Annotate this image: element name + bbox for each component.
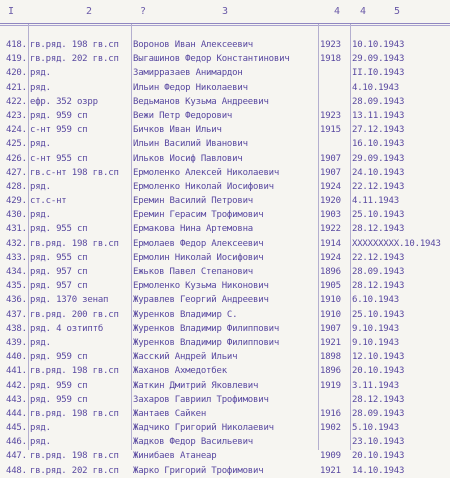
record-date: XXXXXXXXX.10.1943 [352, 238, 441, 249]
record-full-name: Ведьманов Кузьма Андреевич [133, 96, 269, 107]
record-row [0, 180, 450, 194]
record-date: 3.11.1943 [352, 380, 399, 391]
record-birth-year: 1921 [320, 465, 341, 476]
record-row [0, 421, 450, 435]
record-birth-year: 1903 [320, 210, 341, 221]
record-number: 426. [6, 153, 27, 164]
record-full-name: Ермоленко Алексей Николаевич [133, 167, 280, 178]
record-birth-year: 1918 [320, 54, 341, 65]
record-number: 436. [6, 295, 27, 306]
record-row [0, 350, 450, 364]
record-date: 13.11.1943 [352, 110, 405, 121]
record-date: II.I0.1943 [352, 68, 405, 79]
record-rank-unit: гв.ряд. 198 гв.сп [30, 451, 119, 462]
record-row [0, 393, 450, 407]
record-row [0, 137, 450, 151]
record-date: 24.10.1943 [352, 167, 405, 178]
record-date: 28.09.1943 [352, 96, 405, 107]
record-rank-unit: ряд. 955 сп [30, 224, 88, 235]
record-row [0, 449, 450, 463]
record-full-name: Ермоленко Кузьма Никонович [133, 281, 269, 292]
record-birth-year: 1910 [320, 295, 341, 306]
record-birth-year: 1923 [320, 110, 341, 121]
record-row [0, 308, 450, 322]
record-date: 28.12.1943 [352, 224, 405, 235]
record-birth-year: 1896 [320, 267, 341, 277]
record-date: 22.12.1943 [352, 252, 405, 263]
record-rank-unit: ряд. [30, 437, 51, 448]
record-row [0, 364, 450, 378]
record-date: 25.10.1943 [352, 309, 405, 320]
record-date: 28.09.1943 [352, 408, 405, 419]
record-row [0, 279, 450, 293]
record-date: 28.12.1943 [352, 281, 405, 292]
record-list [0, 38, 450, 478]
record-rank-unit: ряд. [30, 68, 51, 79]
record-row [0, 109, 450, 123]
record-rank-unit: ряд. [30, 139, 51, 150]
record-row [0, 52, 450, 66]
record-number: 447. [6, 451, 27, 462]
record-number: 420. [6, 68, 27, 79]
record-row [0, 194, 450, 208]
record-number: 428. [6, 181, 27, 192]
record-full-name: Еремин Герасим Трофимович [133, 210, 264, 221]
record-row [0, 208, 450, 222]
record-row [0, 336, 450, 350]
record-rank-unit: ряд. [30, 181, 51, 192]
record-row [0, 322, 450, 336]
record-full-name: Ермолин Николай Иосифович [133, 252, 264, 263]
record-date: 28.12.1943 [352, 394, 405, 405]
record-date: 23.10.1943 [352, 437, 405, 448]
record-number: 422. [6, 96, 27, 107]
record-rank-unit: гв.с-нт 198 гв.сп [30, 167, 119, 178]
record-number: 429. [6, 196, 27, 207]
record-rank-unit: ряд. 4 озтиптб [30, 323, 104, 334]
record-number: 425. [6, 139, 27, 150]
record-rank-unit: ряд. 959 сп [30, 380, 88, 391]
record-number: 418. [6, 40, 27, 50]
record-full-name: Жасский Андрей Ильич [133, 352, 238, 363]
column-header-4: 4 [334, 6, 341, 17]
record-date: 10.10.1943 [352, 40, 405, 50]
record-full-name: Ермолаев Федор Алексеевич [133, 238, 264, 249]
record-birth-year: 1907 [320, 167, 341, 178]
record-rank-unit: гв.ряд. 200 гв.сп [30, 309, 119, 320]
record-number: 446. [6, 437, 27, 448]
record-birth-year: 1916 [320, 408, 341, 419]
record-birth-year: 1914 [320, 238, 341, 249]
record-full-name: Журенков Владимир С. [133, 309, 238, 320]
column-header-2: 2 [86, 6, 93, 17]
column-header-4b: 4 [360, 6, 367, 17]
record-rank-unit: ряд. 957 сп [30, 267, 88, 277]
record-rank-unit: ефр. 352 озрр [30, 96, 98, 107]
record-full-name: Жинибаев Атанеар [133, 451, 217, 462]
record-rank-unit: ряд. 957 сп [30, 281, 88, 292]
record-rank-unit: гв.ряд. 202 гв.сп [30, 465, 119, 476]
record-number: 430. [6, 210, 27, 221]
record-date: 25.10.1943 [352, 210, 405, 221]
record-birth-year: 1907 [320, 323, 341, 334]
record-full-name: Замирразаев Анимардон [133, 68, 243, 79]
record-full-name: Жантаев Сайкен [133, 408, 207, 419]
record-full-name: Захаров Гавриил Трофимович [133, 394, 269, 405]
record-full-name: Ежьков Павел Степанович [133, 267, 254, 277]
record-birth-year: 1922 [320, 224, 341, 235]
record-birth-year: 1907 [320, 153, 341, 164]
record-date: 14.10.1943 [352, 465, 405, 476]
record-birth-year: 1909 [320, 451, 341, 462]
record-number: 424. [6, 125, 27, 136]
record-full-name: Воронов Иван Алексеевич [133, 40, 254, 50]
record-rank-unit: ст.с-нт [30, 196, 67, 207]
record-full-name: Жадков Федор Васильевич [133, 437, 254, 448]
record-rank-unit: ряд. 959 сп [30, 352, 88, 363]
record-number: 439. [6, 337, 27, 348]
record-date: 12.10.1943 [352, 352, 405, 363]
record-full-name: Ильин Федор Николаевич [133, 82, 248, 93]
record-number: 438. [6, 323, 27, 334]
record-row [0, 38, 450, 52]
record-row [0, 95, 450, 109]
record-rank-unit: гв.ряд. 198 гв.сп [30, 366, 119, 377]
header-rule [0, 23, 450, 24]
record-date: 4.10.1943 [352, 82, 399, 93]
record-number: 433. [6, 252, 27, 263]
record-row [0, 435, 450, 449]
record-number: 427. [6, 167, 27, 178]
record-number: 445. [6, 423, 27, 434]
record-row [0, 152, 450, 166]
record-number: 441. [6, 366, 27, 377]
record-rank-unit: ряд. 959 сп [30, 110, 88, 121]
record-row [0, 293, 450, 307]
record-rank-unit: ряд. 959 сп [30, 394, 88, 405]
record-date: 9.10.1943 [352, 323, 399, 334]
record-birth-year: 1924 [320, 252, 341, 263]
record-birth-year: 1905 [320, 281, 341, 292]
record-full-name: Вежи Петр Федорович [133, 110, 233, 121]
record-rank-unit: ряд. 955 сп [30, 252, 88, 263]
record-number: 444. [6, 408, 27, 419]
record-full-name: Журенков Владимир Филиппович [133, 337, 280, 348]
record-rank-unit: гв.ряд. 198 гв.сп [30, 408, 119, 419]
record-row [0, 81, 450, 95]
record-number: 435. [6, 281, 27, 292]
record-number: 437. [6, 309, 27, 320]
record-birth-year: 1924 [320, 181, 341, 192]
record-full-name: Еремин Василий Петрович [133, 196, 254, 207]
record-date: 28.09.1943 [352, 267, 405, 277]
record-full-name: Ермоленко Николай Иосифович [133, 181, 274, 192]
record-number: 423. [6, 110, 27, 121]
record-birth-year: 1923 [320, 40, 341, 50]
record-date: 27.12.1943 [352, 125, 405, 136]
record-full-name: Ермакова Нина Артемовна [133, 224, 254, 235]
record-birth-year: 1920 [320, 196, 341, 207]
record-full-name: Ильков Иосиф Павлович [133, 153, 243, 164]
column-header-1: I [8, 6, 15, 17]
record-rank-unit: ряд. [30, 423, 51, 434]
column-header-mark: ? [140, 6, 147, 17]
record-date: 9.10.1943 [352, 337, 399, 348]
record-date: 20.10.1943 [352, 366, 405, 377]
record-number: 440. [6, 352, 27, 363]
record-number: 419. [6, 54, 27, 65]
record-rank-unit: ряд. [30, 82, 51, 93]
record-row [0, 237, 450, 251]
record-row [0, 407, 450, 421]
record-row [0, 123, 450, 137]
header-rule-double [0, 25, 450, 26]
record-row [0, 251, 450, 265]
record-full-name: Журенков Владимир Филиппович [133, 323, 280, 334]
record-birth-year: 1910 [320, 309, 341, 320]
column-header-3: 3 [222, 6, 229, 17]
record-number: 431. [6, 224, 27, 235]
record-rank-unit: ряд. [30, 337, 51, 348]
record-row [0, 379, 450, 393]
record-rank-unit: ряд. [30, 210, 51, 221]
record-row [0, 265, 450, 279]
record-full-name: Ильин Василий Иванович [133, 139, 248, 150]
record-rank-unit: гв.ряд. 202 гв.сп [30, 54, 119, 65]
record-date: 4.11.1943 [352, 196, 399, 207]
record-birth-year: 1902 [320, 423, 341, 434]
record-date: 16.10.1943 [352, 139, 405, 150]
record-full-name: Журавлев Георгий Андреевич [133, 295, 269, 306]
record-full-name: Жадчико Григорий Николаевич [133, 423, 274, 434]
record-birth-year: 1919 [320, 380, 341, 391]
record-date: 20.10.1943 [352, 451, 405, 462]
record-birth-year: 1921 [320, 337, 341, 348]
record-row [0, 166, 450, 180]
record-full-name: Жаханов Ахмедотбек [133, 366, 227, 377]
record-full-name: Жаткин Дмитрий Яковлевич [133, 380, 259, 391]
record-date: 29.09.1943 [352, 54, 405, 65]
record-date: 5.10.1943 [352, 423, 399, 434]
record-birth-year: 1898 [320, 352, 341, 363]
record-number: 443. [6, 394, 27, 405]
record-row [0, 66, 450, 80]
record-number: 421. [6, 82, 27, 93]
column-header-row [0, 6, 450, 22]
record-number: 442. [6, 380, 27, 391]
record-full-name: Жарко Григорий Трофимович [133, 465, 264, 476]
record-full-name: Бичков Иван Ильич [133, 125, 222, 136]
record-rank-unit: гв.ряд. 198 гв.сп [30, 40, 119, 50]
record-rank-unit: ряд. 1370 зенап [30, 295, 109, 306]
record-birth-year: 1896 [320, 366, 341, 377]
record-rank-unit: с-нт 955 сп [30, 153, 88, 164]
record-rank-unit: гв.ряд. 198 гв.сп [30, 238, 119, 249]
record-full-name: Выгашинов Федор Константинович [133, 54, 290, 65]
record-rank-unit: с-нт 959 сп [30, 125, 88, 136]
record-row [0, 464, 450, 478]
record-birth-year: 1915 [320, 125, 341, 136]
record-number: 432. [6, 238, 27, 249]
record-date: 6.10.1943 [352, 295, 399, 306]
column-header-5: 5 [394, 6, 401, 17]
record-number: 434. [6, 267, 27, 277]
record-number: 448. [6, 465, 27, 476]
record-date: 29.09.1943 [352, 153, 405, 164]
record-row [0, 222, 450, 236]
record-date: 22.12.1943 [352, 181, 405, 192]
